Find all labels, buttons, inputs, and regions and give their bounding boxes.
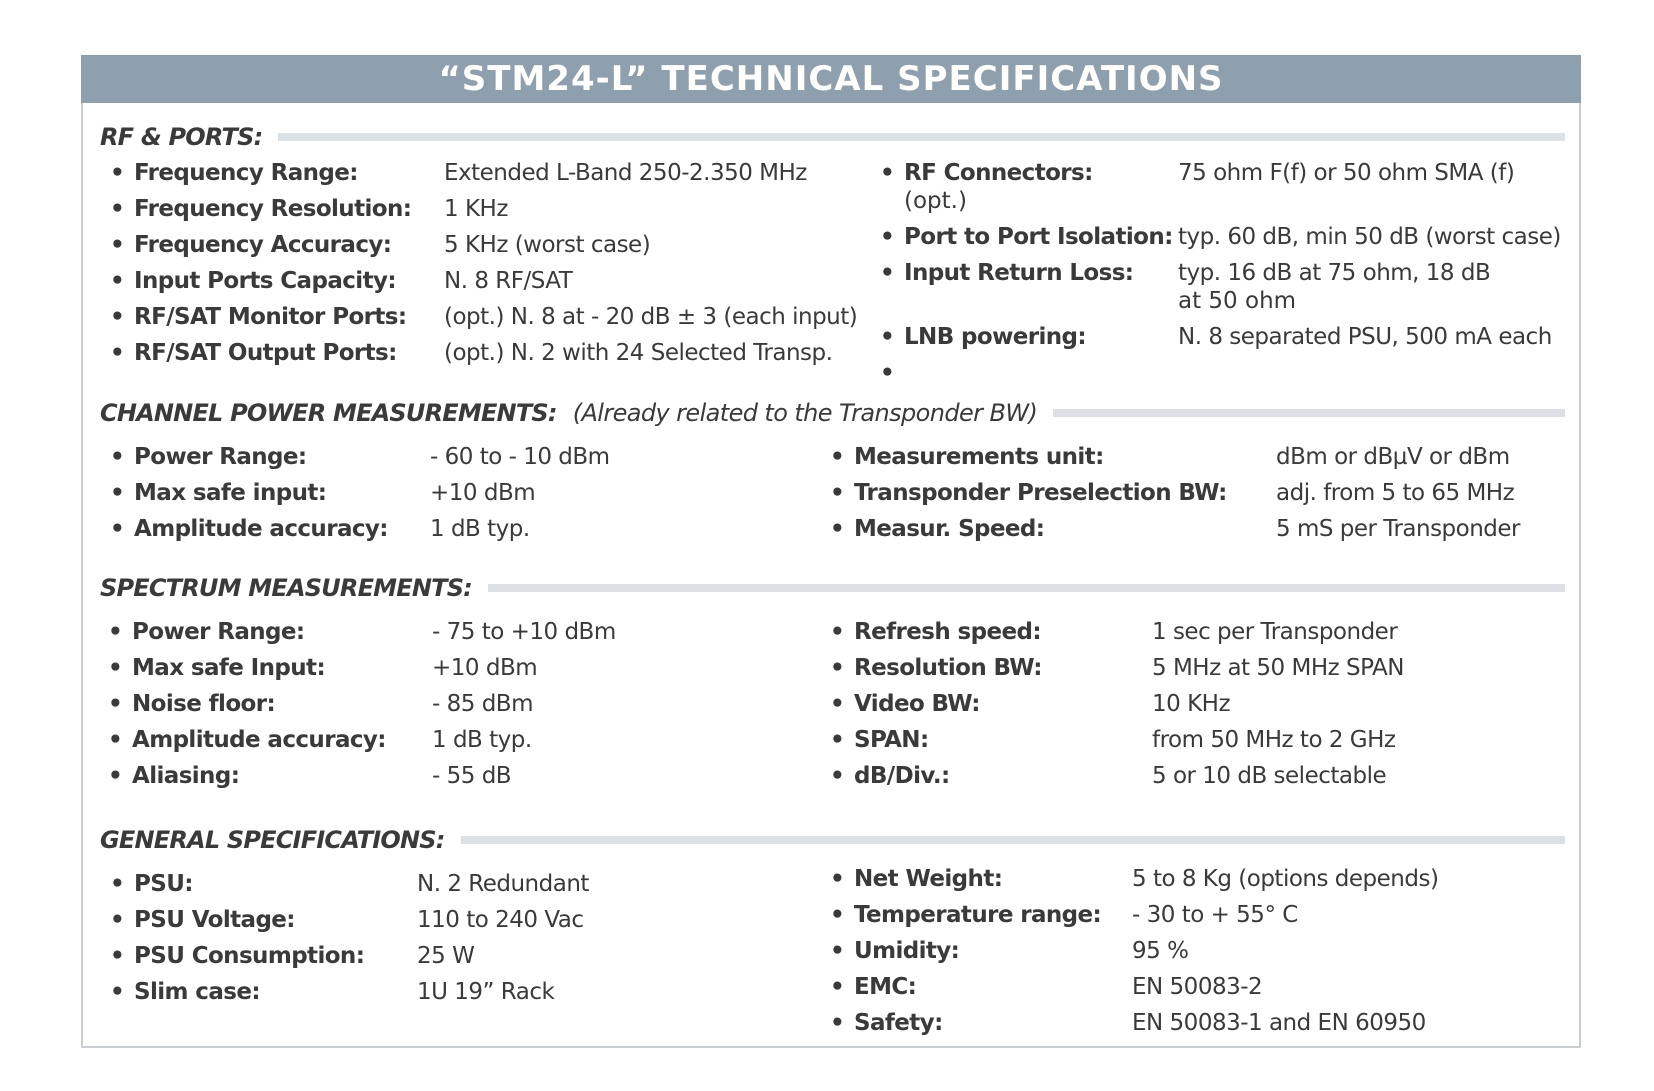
spec-value: (opt.) N. 8 at - 20 dB ± 3 (each input) — [444, 304, 858, 330]
spec-value: 110 to 240 Vac — [417, 907, 584, 933]
spec-label: Max safe Input: — [132, 655, 326, 681]
spec-value: 10 KHz — [1152, 691, 1231, 717]
section-title: SPECTRUM MEASUREMENTS: — [100, 574, 472, 602]
spec-label: Video BW: — [854, 691, 980, 717]
section-title: GENERAL SPECIFICATIONS: — [100, 826, 445, 854]
spec-value: 1 dB typ. — [430, 516, 530, 542]
spec-label: Resolution BW: — [854, 655, 1042, 681]
spec-value: dBm or dBµV or dBm — [1276, 444, 1510, 470]
spec-label: RF/SAT Output Ports: — [134, 340, 397, 366]
spec-label: EMC: — [854, 974, 917, 1000]
spec-value: from 50 MHz to 2 GHz — [1152, 727, 1396, 753]
section-divider — [488, 584, 1565, 592]
spec-label: Port to Port Isolation: — [904, 224, 1173, 250]
spec-label: Frequency Range: — [134, 160, 358, 186]
spec-value: - 30 to + 55° C — [1132, 902, 1298, 928]
spec-label: Amplitude accuracy: — [132, 727, 386, 753]
spec-label: Net Weight: — [854, 866, 1003, 892]
spec-value: 95 % — [1132, 938, 1189, 964]
spec-value: typ. 16 dB at 75 ohm, 18 dB — [1178, 260, 1491, 286]
spec-label: RF/SAT Monitor Ports: — [134, 304, 407, 330]
spec-label: PSU: — [134, 871, 193, 897]
spec-value: 5 mS per Transponder — [1276, 516, 1521, 542]
spec-value: N. 8 RF/SAT — [444, 268, 573, 294]
spec-label: Transponder Preselection BW: — [854, 480, 1227, 506]
spec-label: Input Return Loss: — [904, 260, 1134, 286]
spec-value: 5 to 8 Kg (options depends) — [1132, 866, 1439, 892]
spec-value: 75 ohm F(f) or 50 ohm SMA (f) — [1178, 160, 1515, 186]
spec-label: Noise floor: — [132, 691, 276, 717]
spec-value: EN 50083-2 — [1132, 974, 1263, 1000]
spec-label: Aliasing: — [132, 763, 240, 789]
spec-value: +10 dBm — [430, 480, 536, 506]
spec-value: - 60 to - 10 dBm — [430, 444, 610, 470]
spec-label: Temperature range: — [854, 902, 1102, 928]
spec-label: Power Range: — [134, 444, 307, 470]
spec-label: SPAN: — [854, 727, 929, 753]
section-note: (Already related to the Transponder BW) — [572, 399, 1038, 427]
section-title: CHANNEL POWER MEASUREMENTS: — [100, 399, 557, 427]
spec-label: Frequency Accuracy: — [134, 232, 392, 258]
spec-label: Frequency Resolution: — [134, 196, 412, 222]
spec-value: EN 50083-1 and EN 60950 — [1132, 1010, 1426, 1036]
spec-value: - 55 dB — [432, 763, 512, 789]
section-header-general — [100, 823, 1565, 857]
section-divider — [1053, 409, 1565, 417]
spec-value: 1 dB typ. — [432, 727, 532, 753]
spec-label: Slim case: — [134, 979, 260, 1005]
spec-label: Power Range: — [132, 619, 305, 645]
spec-value: typ. 60 dB, min 50 dB (worst case) — [1178, 224, 1561, 250]
spec-note-text: at 50 ohm — [1178, 288, 1297, 314]
section-title: RF & PORTS: — [100, 123, 263, 151]
section-header-rf-ports — [100, 120, 1565, 154]
spec-value: - 85 dBm — [432, 691, 533, 717]
section-header-channel-power — [100, 396, 1565, 430]
spec-value: 25 W — [417, 943, 475, 969]
spec-value: N. 2 Redundant — [417, 871, 589, 897]
spec-label: Measurements unit: — [854, 444, 1104, 470]
spec-label: Measur. Speed: — [854, 516, 1045, 542]
spec-value: 1U 19” Rack — [417, 979, 555, 1005]
spec-value: adj. from 5 to 65 MHz — [1276, 480, 1515, 506]
spec-label: Umidity: — [854, 938, 960, 964]
spec-value: N. 8 separated PSU, 500 mA each — [1178, 324, 1552, 350]
spec-label: Input Ports Capacity: — [134, 268, 396, 294]
spec-value: +10 dBm — [432, 655, 538, 681]
spec-label: PSU Voltage: — [134, 907, 295, 933]
spec-label: dB/Div.: — [854, 763, 950, 789]
spec-label: LNB powering: — [904, 324, 1087, 350]
spec-value: 1 sec per Transponder — [1152, 619, 1398, 645]
spec-label: RF Connectors: — [904, 160, 1093, 186]
spec-value: 1 KHz — [444, 196, 508, 222]
spec-label: Max safe input: — [134, 480, 327, 506]
spec-value: 5 KHz (worst case) — [444, 232, 651, 258]
spec-label: PSU Consumption: — [134, 943, 365, 969]
spec-value: 5 or 10 dB selectable — [1152, 763, 1387, 789]
section-divider — [461, 836, 1565, 844]
spec-note-text: (opt.) — [904, 188, 967, 214]
section-divider — [278, 133, 1565, 141]
spec-label: Refresh speed: — [854, 619, 1041, 645]
spec-label: Amplitude accuracy: — [134, 516, 388, 542]
spec-value: - 75 to +10 dBm — [432, 619, 616, 645]
spec-value: (opt.) N. 2 with 24 Selected Transp. — [444, 340, 833, 366]
spec-value: Extended L-Band 250-2.350 MHz — [444, 160, 807, 186]
section-header-spectrum — [100, 571, 1565, 605]
spec-sheet-title: “STM24-L” TECHNICAL SPECIFICATIONS — [81, 55, 1581, 103]
spec-value: 5 MHz at 50 MHz SPAN — [1152, 655, 1404, 681]
spec-label: Safety: — [854, 1010, 943, 1036]
